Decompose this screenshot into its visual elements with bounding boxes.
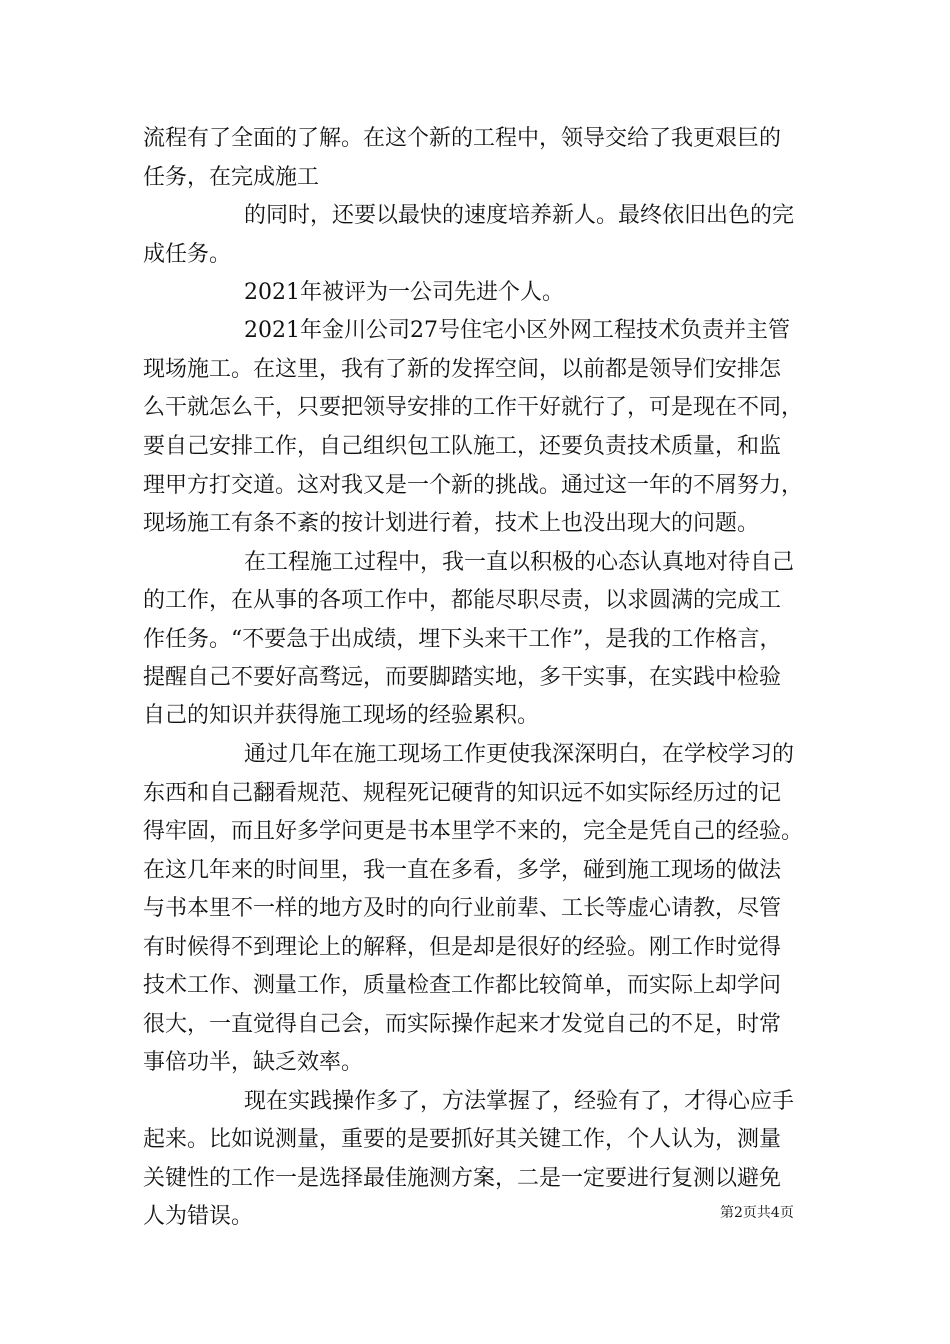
line-text: 提醒自己不要好高骛远，而要脚踏实地，多干实事，在实践中检验 bbox=[143, 665, 782, 690]
text-line bbox=[0, 696, 950, 736]
line-text: 2021年被评为一公司先进个人。 bbox=[244, 280, 564, 305]
text-line bbox=[0, 273, 950, 313]
line-text: 关键性的工作一是选择最佳施测方案，二是一定要进行复测以避免 bbox=[143, 1166, 782, 1191]
line-text: 技术工作、测量工作，质量检查工作都比较简单，而实际上却学问 bbox=[143, 973, 782, 998]
line-text: 现在实践操作多了，方法掌握了，经验有了，才得心应手 bbox=[244, 1089, 795, 1114]
text-line bbox=[0, 504, 950, 544]
line-text: 任务，在完成施工 bbox=[143, 165, 320, 190]
line-text: 与书本里不一样的地方及时的向行业前辈、工长等虚心请教，尽管 bbox=[143, 896, 782, 921]
page-number: 第2页共4页 bbox=[720, 1205, 794, 1221]
text-line bbox=[0, 543, 950, 583]
line-text: 么干就怎么干，只要把领导安排的工作干好就行了，可是现在不同， bbox=[143, 395, 804, 420]
line-text: 自己的知识并获得施工现场的经验累积。 bbox=[143, 703, 540, 728]
text-line bbox=[0, 1005, 950, 1045]
text-line bbox=[0, 851, 950, 891]
text-line bbox=[0, 966, 950, 1006]
line-text: 成任务。 bbox=[143, 242, 232, 267]
line-text: 在这几年来的时间里，我一直在多看，多学，碰到施工现场的做法 bbox=[143, 858, 782, 883]
text-line bbox=[0, 196, 950, 236]
text-line bbox=[0, 466, 950, 506]
text-line bbox=[0, 774, 950, 814]
line-text: 得牢固，而且好多学问更是书本里学不来的，完全是凭自己的经验。 bbox=[143, 819, 804, 844]
text-line bbox=[0, 388, 950, 428]
text-line bbox=[0, 658, 950, 698]
line-text: 起来。比如说测量，重要的是要抓好其关键工作，个人认为，测量 bbox=[143, 1127, 782, 1152]
line-text: 2021年金川公司27号住宅小区外网工程技术负责并主管 bbox=[244, 318, 790, 343]
line-text: 的同时，还要以最快的速度培养新人。最终依旧出色的完 bbox=[244, 203, 795, 228]
line-text: 事倍功半，缺乏效率。 bbox=[143, 1050, 364, 1075]
line-text: 的工作，在从事的各项工作中，都能尽职尽责，以求圆满的完成工 bbox=[143, 588, 782, 613]
text-line bbox=[0, 235, 950, 275]
line-text: 理甲方打交道。这对我又是一个新的挑战。通过这一年的不屑努力， bbox=[143, 473, 804, 498]
line-text: 流程有了全面的了解。在这个新的工程中，领导交给了我更艰巨的 bbox=[143, 126, 782, 151]
text-line bbox=[0, 427, 950, 467]
text-line bbox=[0, 158, 950, 198]
line-text: 东西和自己翻看规范、规程死记硬背的知识远不如实际经历过的记 bbox=[143, 781, 782, 806]
line-text: 人为错误。 bbox=[143, 1204, 254, 1229]
text-line bbox=[0, 1043, 950, 1083]
text-line bbox=[0, 581, 950, 621]
line-text: 要自己安排工作，自己组织包工队施工，还要负责技术质量，和监 bbox=[143, 434, 782, 459]
line-text: 现场施工有条不紊的按计划进行着，技术上也没出现大的问题。 bbox=[143, 511, 760, 536]
text-line bbox=[0, 812, 950, 852]
line-text: 有时候得不到理论上的解释，但是却是很好的经验。刚工作时觉得 bbox=[143, 935, 782, 960]
text-line bbox=[0, 928, 950, 968]
text-line bbox=[0, 1120, 950, 1160]
text-line bbox=[0, 350, 950, 390]
line-text: 很大，一直觉得自己会，而实际操作起来才发觉自己的不足，时常 bbox=[143, 1012, 782, 1037]
line-text: 在工程施工过程中，我一直以积极的心态认真地对待自己 bbox=[244, 550, 795, 575]
text-line bbox=[0, 620, 950, 660]
text-line bbox=[0, 1159, 950, 1199]
text-line bbox=[0, 311, 950, 351]
line-text: 作任务。“不要急于出成绩，埋下头来干工作”，是我的工作格言， bbox=[143, 627, 782, 652]
line-text: 通过几年在施工现场工作更使我深深明白，在学校学习的 bbox=[244, 742, 795, 767]
text-line bbox=[0, 1197, 950, 1237]
line-text: 现场施工。在这里，我有了新的发挥空间，以前都是领导们安排怎 bbox=[143, 357, 782, 382]
text-line bbox=[0, 119, 950, 159]
text-line bbox=[0, 889, 950, 929]
text-line bbox=[0, 735, 950, 775]
text-line bbox=[0, 1082, 950, 1122]
